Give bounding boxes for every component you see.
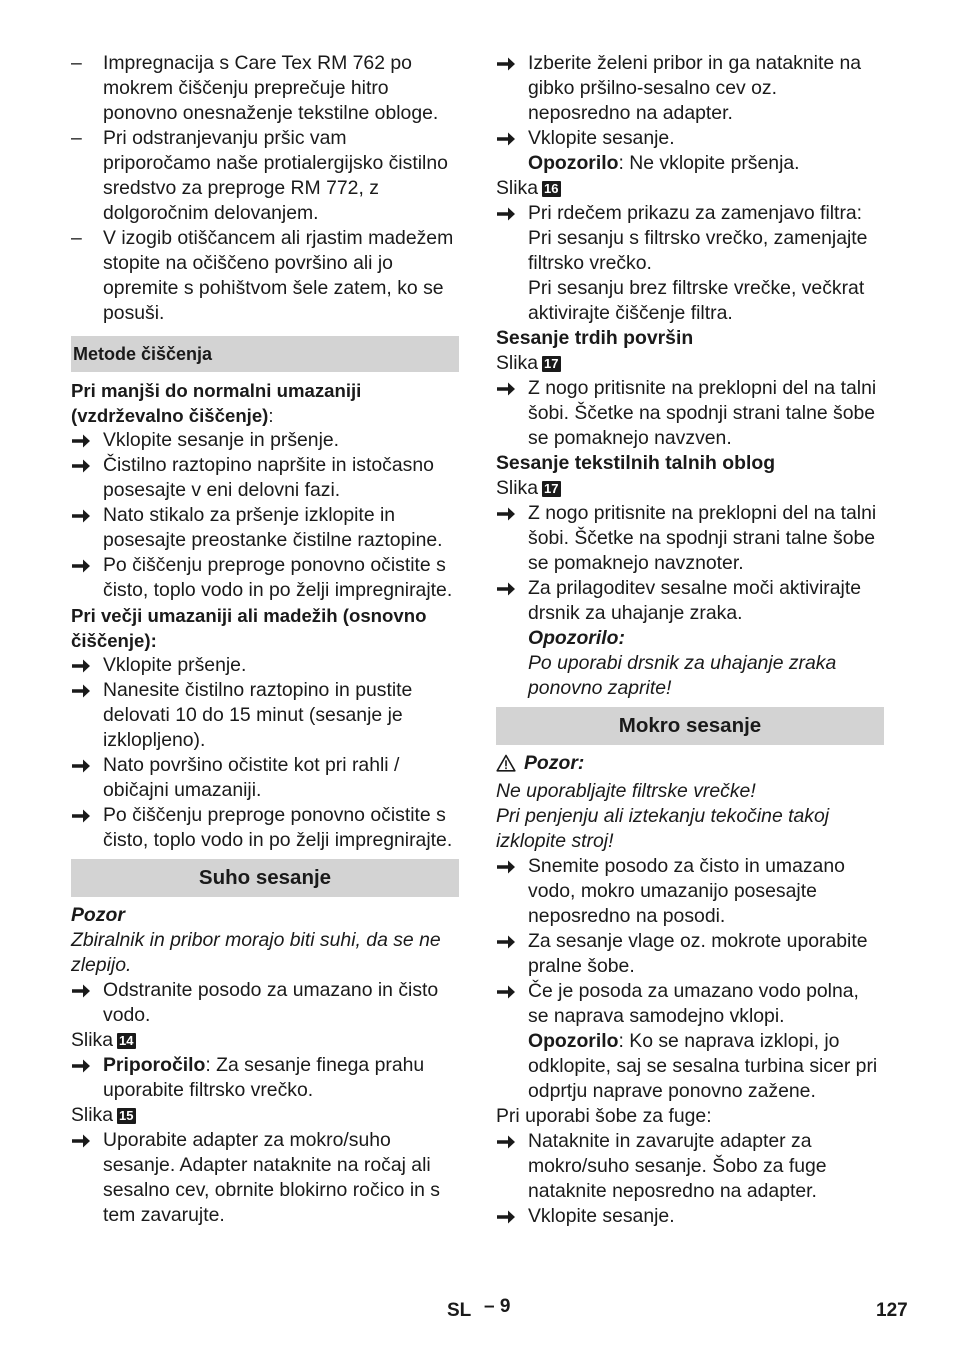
note: Opozorilo: Ne vklopite pršenja. xyxy=(528,152,800,174)
arrow-right-icon xyxy=(71,753,101,774)
arrow-right-icon xyxy=(496,501,526,522)
dash-bullet: – xyxy=(71,52,82,74)
arrow-right-icon xyxy=(71,453,101,474)
section-heading-dry-vacuuming: Suho sesanje xyxy=(71,859,459,897)
figure-reference: Slika 17 xyxy=(496,477,559,499)
section-heading-cleaning-methods: Metode čiščenja xyxy=(71,336,459,372)
subheading-hard-surfaces: Sesanje trdih površin xyxy=(496,327,694,349)
caution-label: Pozor xyxy=(71,904,125,926)
caution-text: Ne uporabljajte filtrske vrečke! xyxy=(496,780,756,802)
figure-number-badge: 17 xyxy=(544,356,559,371)
list-item-continuation: Pri sesanju brez filtrske vrečke, večkrat aktivirajte čiščenje filtra. xyxy=(528,277,865,324)
list-item: Izberite želeni pribor in ga nataknite na gibko pršilno-sesalno cev oz. neposredno na adapter. xyxy=(496,51,884,126)
list-item: Po čiščenju preproge ponovno očistite s čisto, toplo vodo in po želji impregnirajte. xyxy=(71,553,459,603)
section-heading-wet-vacuuming: Mokro sesanje xyxy=(496,707,884,745)
list-item: Z nogo pritisnite na preklopni del na talni šobi. Ščetke na spodnji strani talne šobe se pomaknejo navznoter. xyxy=(496,501,884,576)
dash-bullet: – xyxy=(71,227,82,249)
list-item: Nanesite čistilno raztopino in pustite delovati 10 do 15 minut (sesanje je izklopljeno). xyxy=(71,678,459,753)
warning-triangle-icon xyxy=(496,754,516,779)
arrow-right-icon xyxy=(496,126,526,147)
arrow-right-icon xyxy=(496,854,526,875)
list-item: Čistilno raztopino napršite in istočasno posesajte v eni delovni fazi. xyxy=(71,453,459,503)
list-item: Za sesanje vlage oz. mokrote uporabite pralne šobe. xyxy=(496,929,884,979)
figure-reference: Slika 14 xyxy=(71,1029,134,1051)
list-item: Nataknite in zavarujte adapter za mokro/suho sesanje. Šobo za fuge nataknite neposredno na adapter. xyxy=(496,1129,884,1204)
note: Opozorilo: Po uporabi drsnik za uhajanje zraka ponovno zaprite! xyxy=(528,627,837,699)
list-item: – Pri odstranjevanju pršic vam priporočamo naše protialergijsko čistilno sredstvo za preproge RM 772, z dolgoročnim delovanjem. xyxy=(71,127,448,224)
list-item: Z nogo pritisnite na preklopni del na talni šobi. Ščetke na spodnji strani talne šobe se pomaknejo navzven. xyxy=(496,376,884,451)
arrow-right-icon xyxy=(496,376,526,397)
arrow-right-icon xyxy=(71,678,101,699)
list-item: Priporočilo: Za sesanje finega prahu uporabite filtrsko vrečko. xyxy=(71,1053,459,1103)
footer-section-page: – 9 xyxy=(484,1296,511,1317)
list-item: Vklopite sesanje. xyxy=(496,126,884,151)
arrow-right-icon xyxy=(71,1128,101,1149)
arrow-right-icon xyxy=(496,929,526,950)
dash-bullet: – xyxy=(71,127,82,149)
arrow-right-icon xyxy=(496,1204,526,1225)
arrow-right-icon xyxy=(496,51,526,72)
list-item: Za prilagoditev sesalne moči aktivirajte drsnik za uhajanje zraka. xyxy=(496,576,884,626)
figure-number-badge: 14 xyxy=(119,1033,134,1048)
list-item: Snemite posodo za čisto in umazano vodo, mokro umazanijo posesajte neposredno na posodi. xyxy=(496,854,884,929)
list-item: Nato površino očistite kot pri rahli / običajni umazaniji. xyxy=(71,753,459,803)
arrow-right-icon xyxy=(71,1053,101,1074)
arrow-right-icon xyxy=(71,978,101,999)
page-number: 127 xyxy=(876,1300,908,1321)
list-item: Nato stikalo za pršenje izklopite in posesajte preostanke čistilne raztopine. xyxy=(71,503,459,553)
subheading-textile-floors: Sesanje tekstilnih talnih oblog xyxy=(496,452,776,474)
arrow-right-icon xyxy=(71,803,101,824)
figure-number-badge: 16 xyxy=(544,181,559,196)
arrow-right-icon xyxy=(496,201,526,222)
fuge-intro: Pri uporabi šobe za fuge: xyxy=(496,1105,712,1127)
list-item: Uporabite adapter za mokro/suho sesanje. Adapter nataknite na ročaj ali sesalno cev, obrnite blokirno ročico in s tem zavarujte. xyxy=(71,1128,459,1228)
arrow-right-icon xyxy=(496,1129,526,1150)
arrow-right-icon xyxy=(496,979,526,1000)
list-item: – Impregnacija s Care Tex RM 762 po mokrem čiščenju preprečuje hitro ponovno onesnaženje tekstilne obloge. xyxy=(71,52,439,124)
note: Opozorilo: Ko se naprava izklopi, jo odklopite, saj se sesalna turbina sicer pri odprtju naprave ponovno zažene. xyxy=(528,1030,878,1102)
right-column xyxy=(496,51,884,1229)
list-item: Če je posoda za umazano vodo polna, se naprava samodejno vklopi. xyxy=(496,979,884,1029)
subheading-maintenance: Pri manjši do normalni umazaniji (vzdrževalno čiščenje): xyxy=(71,380,362,426)
figure-number-badge: 15 xyxy=(119,1108,134,1123)
figure-reference: Slika 15 xyxy=(71,1104,134,1126)
figure-reference: Slika 17 xyxy=(496,352,559,374)
list-item: Vklopite pršenje. xyxy=(71,653,459,678)
figure-reference: Slika 16 xyxy=(496,177,559,199)
left-column xyxy=(71,51,459,1228)
list-item: Po čiščenju preproge ponovno očistite s čisto, toplo vodo in po želji impregnirajte. xyxy=(71,803,459,853)
subheading-basic-cleaning: Pri večji umazaniji ali madežih (osnovno čiščenje): xyxy=(71,605,427,651)
list-item: – V izogib otiščancem ali rjastim madežem stopite na očiščeno površino ali jo opremite s pohištvom šele zatem, ko se posuši. xyxy=(71,227,454,324)
arrow-right-icon xyxy=(71,653,101,674)
arrow-right-icon xyxy=(71,428,101,449)
arrow-right-icon xyxy=(71,503,101,524)
list-item: Odstranite posodo za umazano in čisto vodo. xyxy=(71,978,459,1028)
caution-text: Zbiralnik in pribor morajo biti suhi, da se ne zlepijo. xyxy=(71,929,441,976)
caution-heading: Pozor: xyxy=(496,751,884,779)
list-item: Vklopite sesanje in pršenje. xyxy=(71,428,459,453)
list-item: Pri rdečem prikazu za zamenjavo filtra: Pri sesanju s filtrsko vrečko, zamenjajte filtrsko vrečko. xyxy=(496,201,884,276)
arrow-right-icon xyxy=(496,576,526,597)
caution-text: Pri penjenju ali iztekanju tekočine takoj izklopite stroj! xyxy=(496,805,830,852)
list-item: Vklopite sesanje. xyxy=(496,1204,884,1229)
arrow-right-icon xyxy=(71,553,101,574)
figure-number-badge: 17 xyxy=(544,481,559,496)
footer-language: SL xyxy=(447,1300,472,1321)
